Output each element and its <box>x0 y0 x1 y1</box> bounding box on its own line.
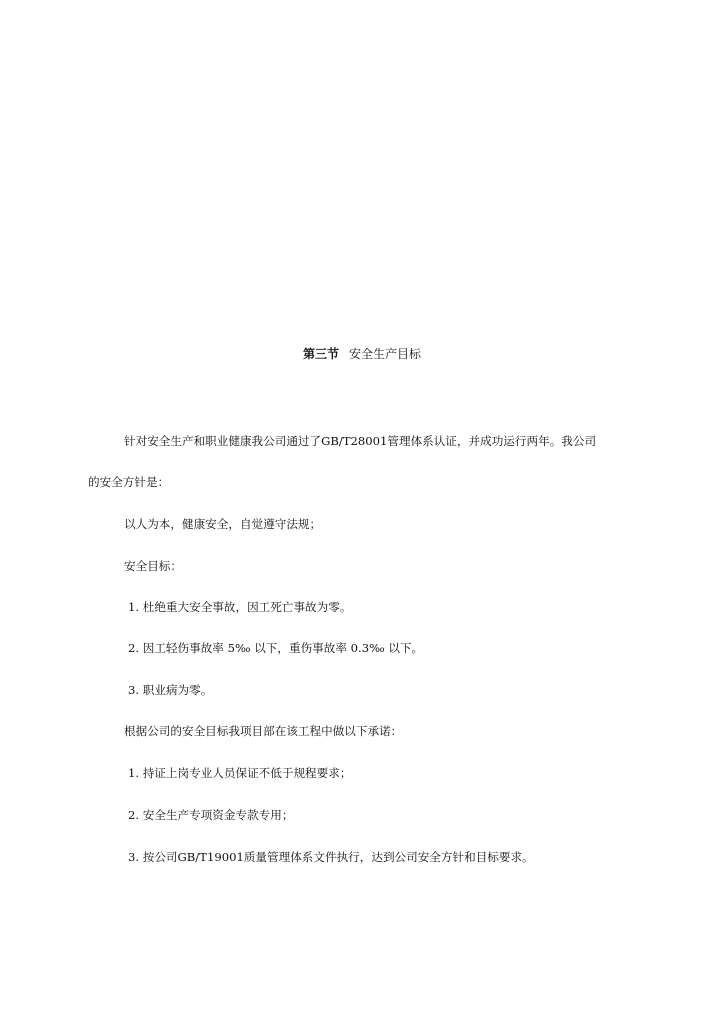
safety-goal-2: 2. 因工轻伤事故率 5‰ 以下，重伤事故率 0.3‰ 以下。 <box>128 641 424 655</box>
section-number: 第三节 <box>302 347 339 361</box>
section-heading <box>0 346 724 362</box>
safety-goal-3: 3. 职业病为零。 <box>128 683 213 697</box>
safety-goal-1: 1. 杜绝重大安全事故，因工死亡事故为零。 <box>128 600 352 614</box>
section-title: 安全生产目标 <box>349 347 422 361</box>
commitment-1: 1. 持证上岗专业人员保证不低于规程要求； <box>128 766 352 780</box>
safety-policy: 以人为本，健康安全，自觉遵守法规； <box>124 517 322 531</box>
intro-paragraph-line-2: 的安全方针是： <box>88 475 170 489</box>
commitment-2: 2. 安全生产专项资金专款专用； <box>128 808 294 822</box>
safety-goals-label: 安全目标： <box>124 559 182 573</box>
commitment-3: 3. 按公司GB/T19001质量管理体系文件执行，达到公司安全方针和目标要求。 <box>128 850 534 864</box>
commitment-intro: 根据公司的安全目标我项目部在该工程中做以下承诺： <box>124 724 403 738</box>
intro-paragraph-line-1: 针对安全生产和职业健康我公司通过了GB/T28001管理体系认证，并成功运行两年。我公司 <box>124 434 597 448</box>
